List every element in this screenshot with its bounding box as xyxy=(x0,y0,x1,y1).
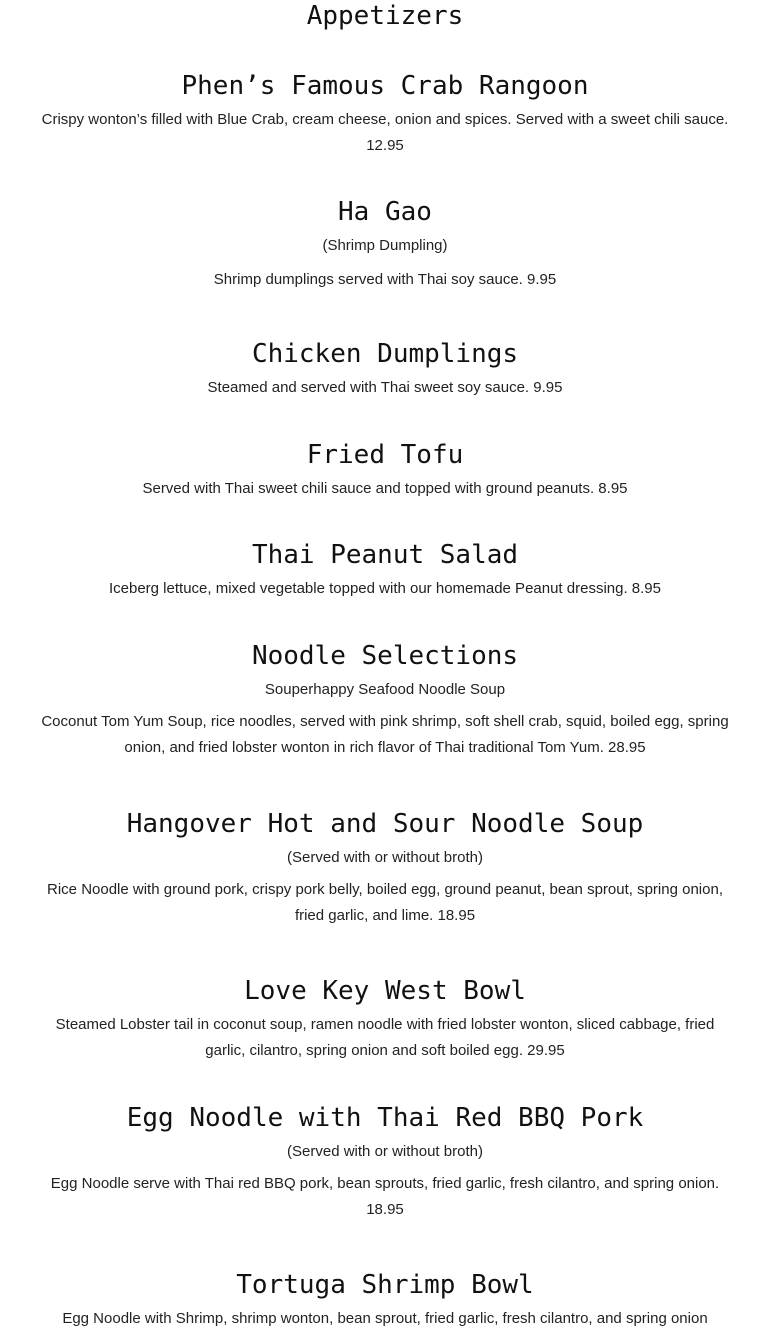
menu-item-name: Egg Noodle with Thai Red BBQ Pork xyxy=(126,1103,644,1133)
menu-item-subtitle: (Shrimp Dumpling) xyxy=(322,237,448,254)
menu-item-name: Fried Tofu xyxy=(306,440,464,470)
menu-item-description: Steamed and served with Thai sweet soy sauce. 9.95 xyxy=(207,379,563,396)
menu-item-name: Phen’s Famous Crab Rangoon xyxy=(181,71,589,101)
menu-item-name: Hangover Hot and Sour Noodle Soup xyxy=(126,809,644,839)
menu-item-name: Chicken Dumplings xyxy=(251,339,519,369)
menu-item-description: Served with Thai sweet chili sauce and topped with ground peanuts. 8.95 xyxy=(142,480,628,497)
menu-item-thai-peanut-salad xyxy=(0,540,770,602)
menu-item-chicken-dumplings xyxy=(0,339,770,401)
menu-item-description: Coconut Tom Yum Soup, rice noodles, served with pink shrimp, soft shell crab, squid, boiled egg, spring onion, and fried lobster wonton in rich flavor of Thai traditional Tom Yum. 28.95 xyxy=(41,713,729,756)
menu-item-name: Love Key West Bowl xyxy=(244,976,526,1006)
section-header-appetizers xyxy=(0,1,770,31)
menu-item-tortuga-shrimp-bowl xyxy=(0,1270,770,1332)
menu-item-love-key-west-bowl xyxy=(0,976,770,1064)
menu-item-description: Shrimp dumplings served with Thai soy sauce. 9.95 xyxy=(213,271,557,288)
menu-item-description: Egg Noodle serve with Thai red BBQ pork, bean sprouts, fried garlic, fresh cilantro, and spring onion. 18.95 xyxy=(50,1175,720,1218)
menu-item-hangover-noodle-soup xyxy=(0,809,770,929)
section-heading: Appetizers xyxy=(306,1,464,31)
menu-item-subtitle: (Served with or without broth) xyxy=(287,849,483,866)
menu-item-fried-tofu xyxy=(0,440,770,502)
menu-item-ha-gao xyxy=(0,197,770,293)
menu-item-crab-rangoon xyxy=(0,71,770,159)
menu-item-subtitle: (Served with or without broth) xyxy=(287,1143,483,1160)
menu-item-name: Ha Gao xyxy=(338,197,432,227)
section-heading: Noodle Selections xyxy=(251,641,519,671)
menu-item-egg-noodle-bbq-pork xyxy=(0,1103,770,1223)
menu-item-description: Rice Noodle with ground pork, crispy pork belly, boiled egg, ground peanut, bean sprout, spring onion, fried garlic, and lime. 18.95 xyxy=(47,881,723,924)
section-noodle-selections xyxy=(0,641,770,761)
menu-item-description: Iceberg lettuce, mixed vegetable topped with our homemade Peanut dressing. 8.95 xyxy=(108,580,661,597)
menu-item-description: Steamed Lobster tail in coconut soup, ramen noodle with fried lobster wonton, sliced cabbage, fried garlic, cilantro, spring onion and soft boiled egg. 29.95 xyxy=(55,1016,715,1059)
menu-item-name-subheading: Souperhappy Seafood Noodle Soup xyxy=(264,681,506,698)
menu-item-name: Tortuga Shrimp Bowl xyxy=(236,1270,534,1300)
menu-item-description: Egg Noodle with Shrimp, shrimp wonton, bean sprout, fried garlic, fresh cilantro, and spring onion xyxy=(62,1310,708,1327)
menu-item-name: Thai Peanut Salad xyxy=(251,540,519,570)
menu-item-description: Crispy wonton’s filled with Blue Crab, cream cheese, onion and spices. Served with a sweet chili sauce. 12.95 xyxy=(41,111,729,154)
